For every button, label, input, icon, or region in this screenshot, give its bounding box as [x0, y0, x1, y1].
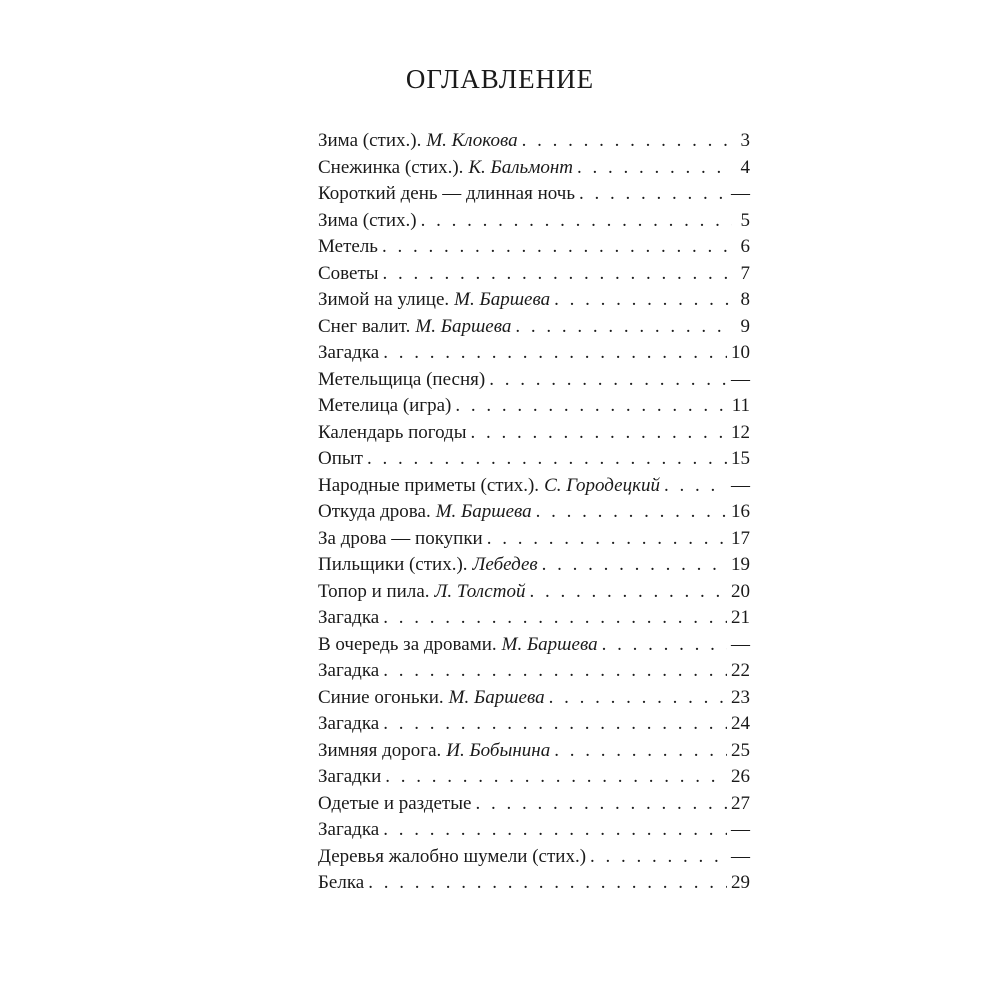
toc-entry-title	[318, 446, 363, 473]
dot-leader	[455, 393, 727, 420]
toc-entry-text: Короткий день — длинная ночь	[318, 183, 576, 204]
dot-leader	[529, 579, 727, 606]
toc-entry	[318, 367, 750, 394]
toc-page-number: 10	[731, 342, 750, 363]
table-of-contents	[318, 128, 750, 897]
toc-entry-title	[318, 499, 532, 526]
toc-entry-author: М. Баршева	[501, 633, 598, 655]
toc-page-number: 25	[731, 739, 750, 761]
toc-entry-title	[318, 632, 598, 659]
toc-entry-author: М. Баршева	[435, 501, 532, 522]
dot-leader	[367, 446, 727, 473]
toc-entry-text: Деревья жалобно шумели (стих.)	[318, 845, 587, 867]
toc-entry	[318, 605, 750, 632]
toc-entry	[318, 632, 750, 659]
toc-entry	[318, 738, 750, 765]
toc-page-number: —	[731, 368, 750, 390]
toc-entry-text: Зимняя дорога.	[318, 739, 442, 761]
toc-entry	[318, 711, 750, 738]
toc-entry-text: В очередь за дровами.	[318, 633, 497, 655]
dot-leader	[577, 155, 732, 182]
dot-leader	[383, 340, 727, 367]
toc-page-number: 20	[731, 580, 750, 602]
toc-page-number: 7	[740, 262, 750, 284]
toc-page-number: —	[731, 819, 750, 840]
toc-page-number: 29	[731, 872, 750, 893]
toc-entry-author: С. Городецкий	[544, 474, 660, 496]
toc-entry-text: Метельщица (песня)	[318, 368, 486, 390]
toc-entry	[318, 579, 750, 606]
dot-leader	[489, 367, 727, 394]
toc-entry-text: Пильщики (стих.).	[318, 554, 468, 575]
toc-page-number: —	[731, 474, 750, 496]
dot-leader	[421, 208, 732, 235]
dot-leader	[382, 234, 732, 261]
toc-entry	[318, 658, 750, 685]
toc-page-number: 8	[740, 289, 750, 310]
toc-entry-author: М. Баршева	[448, 686, 545, 708]
toc-entry-text: Загадка	[318, 660, 380, 681]
dot-leader	[579, 181, 727, 208]
toc-page-number: 17	[731, 527, 750, 549]
toc-entry-title	[318, 234, 378, 261]
dot-leader	[542, 552, 727, 579]
toc-entry	[318, 817, 750, 844]
toc-page-number: 5	[740, 209, 750, 231]
toc-entry-text: Метель	[318, 236, 378, 257]
dot-leader	[471, 420, 728, 447]
dot-leader	[475, 791, 727, 818]
toc-entry-text: Синие огоньки.	[318, 686, 444, 708]
toc-entry-title	[318, 605, 379, 632]
toc-page-number: 6	[740, 236, 750, 257]
toc-entry-author: Л. Толстой	[434, 580, 526, 602]
toc-entry-title	[318, 261, 379, 288]
toc-entry-text: Загадка	[318, 342, 380, 363]
toc-entry-author: М. Клокова	[426, 130, 518, 151]
toc-entry-title	[318, 155, 573, 182]
toc-entry-text: Топор и пила.	[318, 580, 430, 602]
toc-entry-text: Календарь погоды	[318, 421, 467, 443]
toc-page-number: 26	[731, 766, 750, 787]
dot-leader	[368, 870, 727, 897]
toc-entry	[318, 234, 750, 261]
toc-entry	[318, 181, 750, 208]
toc-entry-author: К. Бальмонт	[468, 156, 573, 178]
toc-entry-title	[318, 685, 545, 712]
toc-entry	[318, 552, 750, 579]
toc-page-number: —	[731, 633, 750, 655]
toc-entry	[318, 261, 750, 288]
toc-entry-text: Одетые и раздетые	[318, 792, 472, 814]
toc-entry-title	[318, 870, 364, 897]
toc-entry-author: И. Бобынина	[446, 739, 551, 761]
toc-entry-text: Советы	[318, 262, 379, 284]
toc-entry-text: Загадки	[318, 766, 382, 787]
toc-entry-text: Снежинка (стих.).	[318, 156, 464, 178]
toc-entry-title	[318, 340, 379, 367]
toc-entry-title	[318, 658, 379, 685]
toc-entry-author: М. Баршева	[415, 315, 512, 337]
toc-entry-title	[318, 393, 451, 420]
toc-entry	[318, 499, 750, 526]
toc-entry	[318, 446, 750, 473]
toc-page-number: 15	[731, 448, 750, 469]
toc-entry-title	[318, 181, 575, 208]
toc-page-number: 11	[731, 395, 750, 416]
dot-leader	[549, 685, 727, 712]
toc-entry-title	[318, 473, 660, 500]
toc-entry-text: Зима (стих.).	[318, 130, 422, 151]
toc-entry-title	[318, 579, 525, 606]
toc-entry	[318, 340, 750, 367]
toc-page-number: —	[731, 183, 750, 204]
dot-leader	[602, 632, 727, 659]
dot-leader	[664, 473, 727, 500]
dot-leader	[383, 261, 732, 288]
dot-leader	[383, 605, 727, 632]
toc-entry	[318, 393, 750, 420]
dot-leader	[590, 844, 727, 871]
toc-page-number: 3	[740, 130, 750, 151]
toc-entry-title	[318, 791, 471, 818]
toc-entry	[318, 420, 750, 447]
toc-entry	[318, 526, 750, 553]
toc-entry-title	[318, 817, 379, 844]
dot-leader	[383, 817, 727, 844]
toc-entry-title	[318, 526, 483, 553]
toc-page-number: 12	[731, 421, 750, 443]
dot-leader	[383, 711, 727, 738]
toc-page-number: 4	[740, 156, 750, 178]
toc-entry-title	[318, 764, 381, 791]
dot-leader	[383, 658, 727, 685]
toc-entry-title	[318, 287, 550, 314]
toc-entry-author: Лебедев	[472, 554, 538, 575]
toc-entry-text: Загадка	[318, 819, 380, 840]
toc-page-number: 27	[731, 792, 750, 814]
toc-entry-title	[318, 738, 550, 765]
toc-entry-title	[318, 552, 538, 579]
toc-entry-title	[318, 128, 518, 155]
toc-page-number: 23	[731, 686, 750, 708]
page-title: ОГЛАВЛЕНИЕ	[405, 64, 595, 94]
dot-leader	[536, 499, 727, 526]
toc-entry-text: Метелица (игра)	[318, 395, 452, 416]
dot-leader	[385, 764, 727, 791]
dot-leader	[515, 314, 732, 341]
dot-leader	[554, 287, 732, 314]
toc-entry	[318, 791, 750, 818]
toc-entry-text: Зимой на улице.	[318, 289, 450, 310]
toc-entry	[318, 208, 750, 235]
toc-page-number: 22	[731, 660, 750, 681]
toc-page-number: 24	[731, 713, 750, 734]
toc-entry-title	[318, 420, 467, 447]
toc-entry-text: Загадка	[318, 607, 380, 628]
toc-entry-text: Белка	[318, 872, 365, 893]
toc-page-number: 9	[740, 315, 750, 337]
toc-page-number: 21	[731, 607, 750, 628]
toc-entry	[318, 685, 750, 712]
toc-entry	[318, 128, 750, 155]
toc-entry-title	[318, 711, 379, 738]
toc-entry-text: Зима (стих.)	[318, 209, 417, 231]
toc-entry-title	[318, 208, 417, 235]
toc-entry-author: М. Баршева	[454, 289, 551, 310]
toc-entry-text: За дрова — покупки	[318, 527, 483, 549]
dot-leader	[554, 738, 727, 765]
toc-entry	[318, 155, 750, 182]
toc-page-number: —	[731, 845, 750, 867]
toc-entry-text: Народные приметы (стих.).	[318, 474, 540, 496]
toc-entry-text: Опыт	[318, 448, 363, 469]
toc-entry-title	[318, 367, 485, 394]
toc-entry	[318, 764, 750, 791]
toc-entry	[318, 473, 750, 500]
toc-page-number: 19	[731, 554, 750, 575]
toc-entry	[318, 287, 750, 314]
dot-leader	[522, 128, 732, 155]
toc-page-number: 16	[731, 501, 750, 522]
toc-entry-title	[318, 844, 586, 871]
toc-entry-text: Откуда дрова.	[318, 501, 431, 522]
toc-entry-title	[318, 314, 511, 341]
toc-entry	[318, 314, 750, 341]
toc-entry-text: Снег валит.	[318, 315, 411, 337]
toc-entry-text: Загадка	[318, 713, 380, 734]
toc-entry	[318, 870, 750, 897]
dot-leader	[487, 526, 727, 553]
toc-entry	[318, 844, 750, 871]
